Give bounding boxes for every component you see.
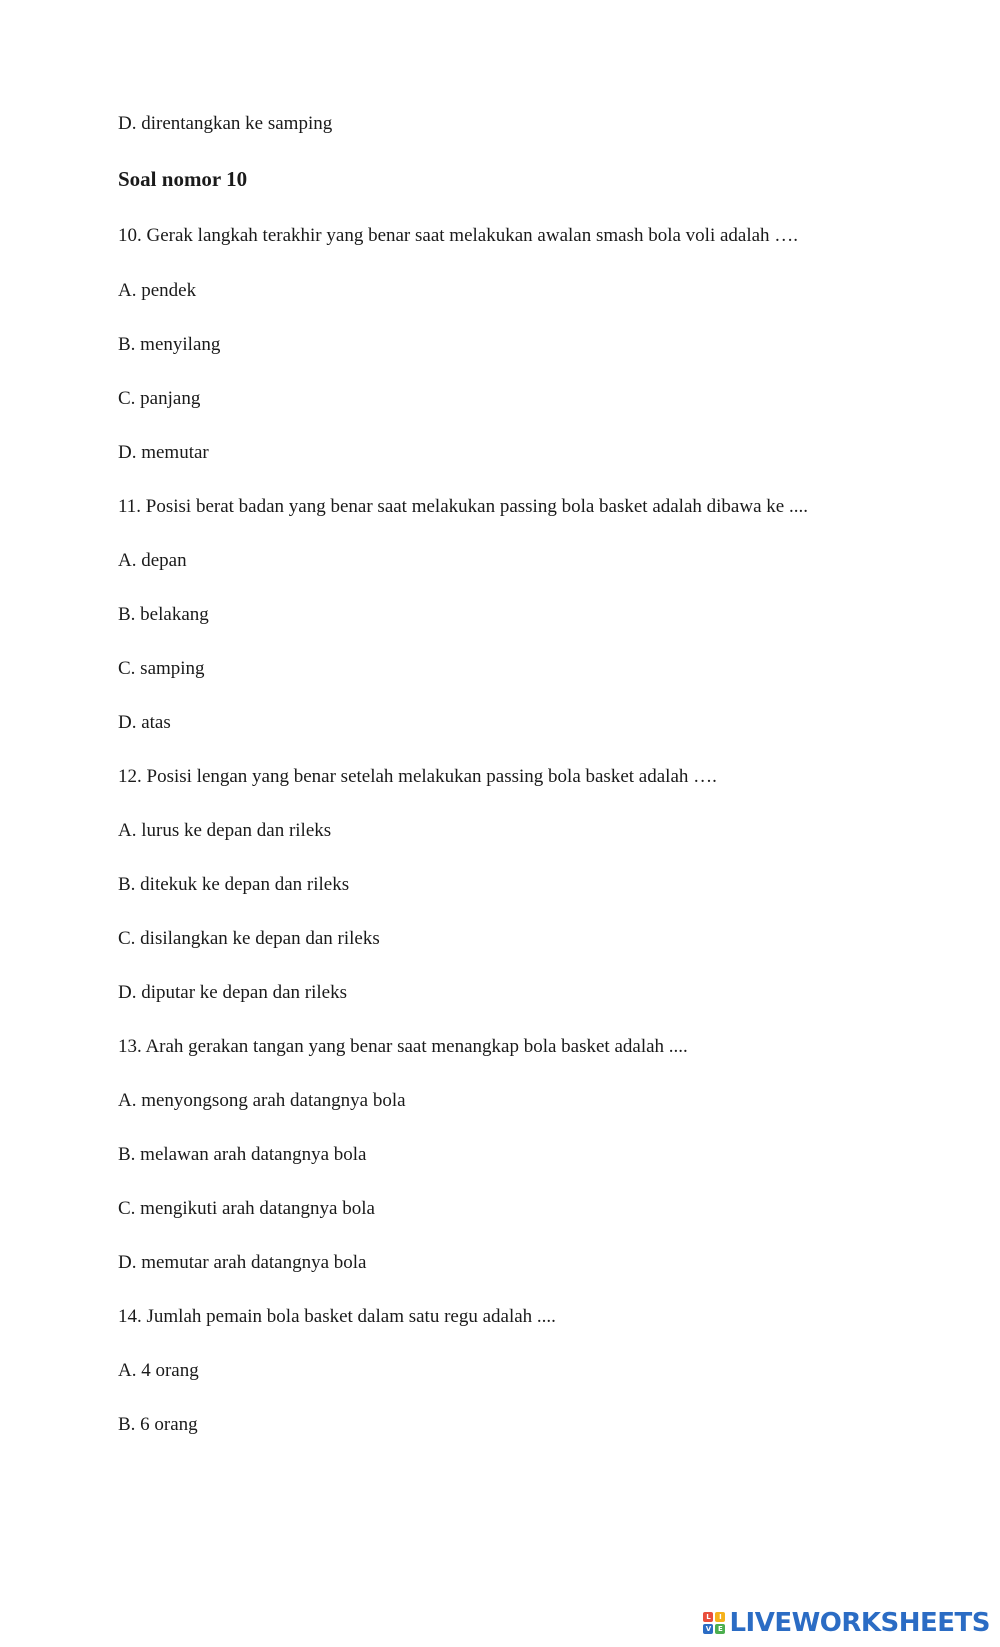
answer-option: B. melawan arah datangnya bola xyxy=(118,1144,367,1165)
question-text: 10. Gerak langkah terakhir yang benar saat melakukan awalan smash bola voli adalah …. xyxy=(118,225,799,246)
answer-option: C. panjang xyxy=(118,388,201,409)
question-text: 13. Arah gerakan tangan yang benar saat menangkap bola basket adalah .... xyxy=(118,1036,688,1057)
answer-option: B. belakang xyxy=(118,604,209,625)
answer-option: C. samping xyxy=(118,658,205,679)
liveworksheets-logo-icon xyxy=(703,1612,725,1634)
answer-option: B. 6 orang xyxy=(118,1414,198,1435)
answer-option: C. mengikuti arah datangnya bola xyxy=(118,1198,375,1219)
answer-option: D. direntangkan ke samping xyxy=(118,113,333,134)
question-text: 14. Jumlah pemain bola basket dalam satu regu adalah .... xyxy=(118,1306,556,1327)
answer-option: D. memutar xyxy=(118,442,209,463)
logo-mark-cell: I xyxy=(715,1612,725,1622)
logo-mark-cell: L xyxy=(703,1612,713,1622)
logo-mark-cell: V xyxy=(703,1624,713,1634)
answer-option: D. memutar arah datangnya bola xyxy=(118,1252,367,1273)
answer-option: A. menyongsong arah datangnya bola xyxy=(118,1090,406,1111)
answer-option: A. pendek xyxy=(118,280,197,301)
answer-option: D. diputar ke depan dan rileks xyxy=(118,982,347,1003)
logo-mark-cell: E xyxy=(715,1624,725,1634)
answer-option: D. atas xyxy=(118,712,171,733)
answer-option: A. depan xyxy=(118,550,187,571)
question-text: 12. Posisi lengan yang benar setelah melakukan passing bola basket adalah …. xyxy=(118,766,717,787)
question-text: 11. Posisi berat badan yang benar saat melakukan passing bola basket adalah dibawa ke .... xyxy=(118,496,808,517)
section-heading: Soal nomor 10 xyxy=(118,167,248,191)
liveworksheets-logo xyxy=(703,1607,990,1639)
answer-option: A. lurus ke depan dan rileks xyxy=(118,820,332,841)
answer-option: B. menyilang xyxy=(118,334,221,355)
logo-wordmark: LIVEWORKSHEETS xyxy=(729,1608,990,1638)
answer-option: B. ditekuk ke depan dan rileks xyxy=(118,874,350,895)
answer-option: A. 4 orang xyxy=(118,1360,199,1381)
answer-option: C. disilangkan ke depan dan rileks xyxy=(118,928,380,949)
